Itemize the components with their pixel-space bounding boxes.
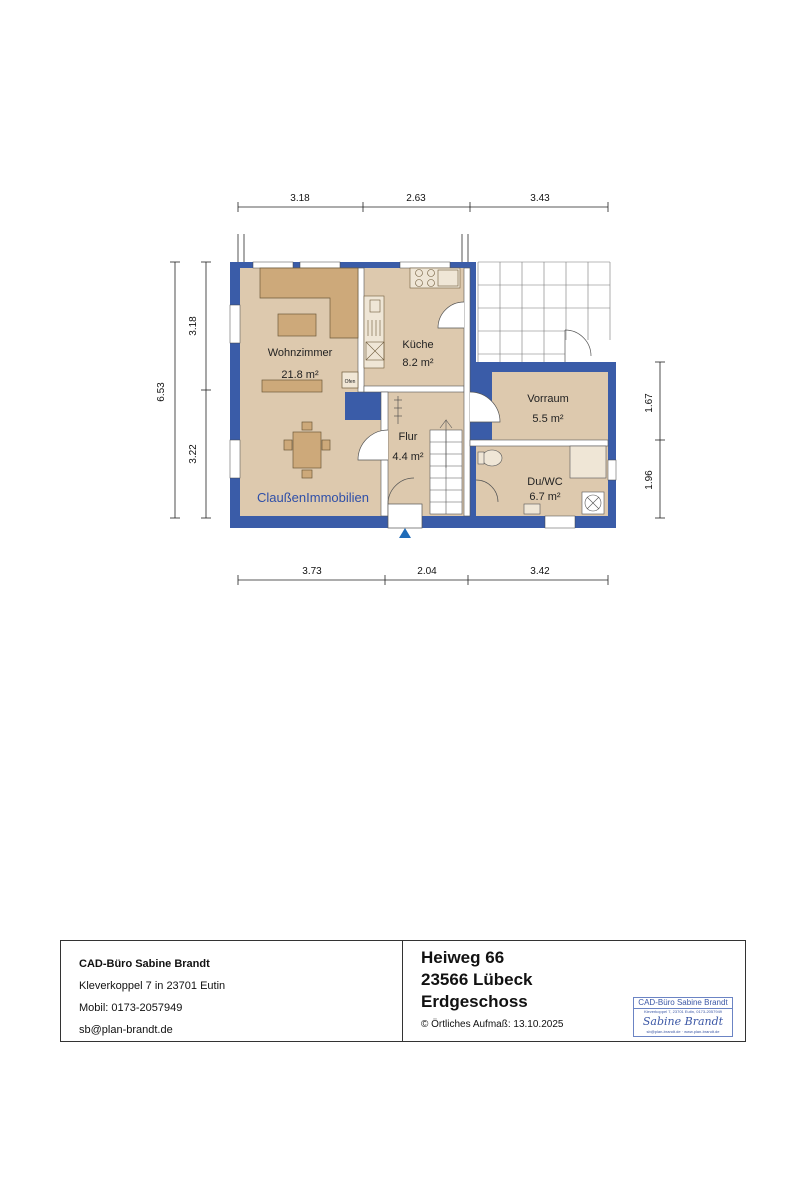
stairs	[430, 420, 462, 514]
stamp-signature: Sabine Brandt	[642, 1015, 724, 1028]
stamp-footer: sb@plan-brandt.de · www.plan-brandt.de	[646, 1029, 720, 1034]
company-phone: Mobil: 0173-2057949	[79, 1002, 183, 1014]
toilet	[482, 450, 502, 466]
terrace-grid	[478, 262, 610, 362]
dim-top-3: 3.43	[530, 193, 550, 204]
terrace-rail	[238, 234, 468, 262]
coffee-table	[278, 314, 316, 336]
dim-bottom-2: 2.04	[417, 566, 437, 577]
room-area-kueche: 8.2 m²	[402, 357, 434, 369]
dimension-right	[655, 362, 665, 518]
shower-tray	[570, 446, 606, 478]
dim-bottom-3: 3.42	[530, 566, 550, 577]
oven-label: Ofen	[344, 379, 356, 385]
room-area-vorraum: 5.5 m²	[532, 413, 564, 425]
dim-top-1: 3.18	[290, 193, 310, 204]
tv-board	[262, 380, 322, 392]
dim-left-inner-2: 3.22	[188, 444, 199, 464]
dim-left-inner-1: 3.18	[188, 316, 199, 336]
property-info	[403, 941, 745, 1041]
dim-bottom-1: 3.73	[302, 566, 322, 577]
dining-table	[293, 432, 321, 468]
floor-vorraum	[492, 372, 608, 440]
room-name-wohnzimmer: Wohnzimmer	[267, 347, 333, 359]
stamp-address: Kleverkoppel 7, 23701 Eutin, 0173-2057949	[643, 1009, 723, 1014]
title-block	[60, 940, 746, 1042]
measurement-date: © Örtliches Aufmaß: 13.10.2025	[421, 1019, 564, 1030]
room-name-kueche: Küche	[402, 339, 434, 351]
stamp-title: CAD-Büro Sabine Brandt	[634, 998, 732, 1009]
company-stamp	[633, 997, 733, 1037]
entrance-arrow-icon	[399, 528, 411, 538]
company-name: CAD-Büro Sabine Brandt	[79, 958, 210, 970]
company-email: sb@plan-brandt.de	[79, 1024, 173, 1036]
property-city: 23566 Lübeck	[421, 970, 533, 989]
room-name-flur: Flur	[398, 431, 418, 443]
dimension-left	[170, 262, 211, 518]
watermark-logo: ClaußenImmobilien	[257, 490, 369, 505]
property-street: Heiweg 66	[421, 948, 505, 967]
author-info	[61, 941, 403, 1041]
room-area-flur: 4.4 m²	[392, 451, 424, 463]
room-name-vorraum: Vorraum	[527, 393, 569, 405]
dim-right-2: 1.96	[644, 470, 655, 490]
room-area-wohnzimmer: 21.8 m²	[281, 369, 319, 381]
company-street: Kleverkoppel 7 in 23701 Eutin	[79, 980, 226, 992]
dim-top-2: 2.63	[406, 193, 426, 204]
dim-right-1: 1.67	[644, 393, 655, 413]
sink	[524, 504, 540, 514]
floor-name: Erdgeschoss	[421, 992, 528, 1011]
room-area-duwc: 6.7 m²	[529, 491, 561, 503]
room-name-duwc: Du/WC	[527, 476, 563, 488]
dim-left-outer: 6.53	[156, 382, 167, 402]
